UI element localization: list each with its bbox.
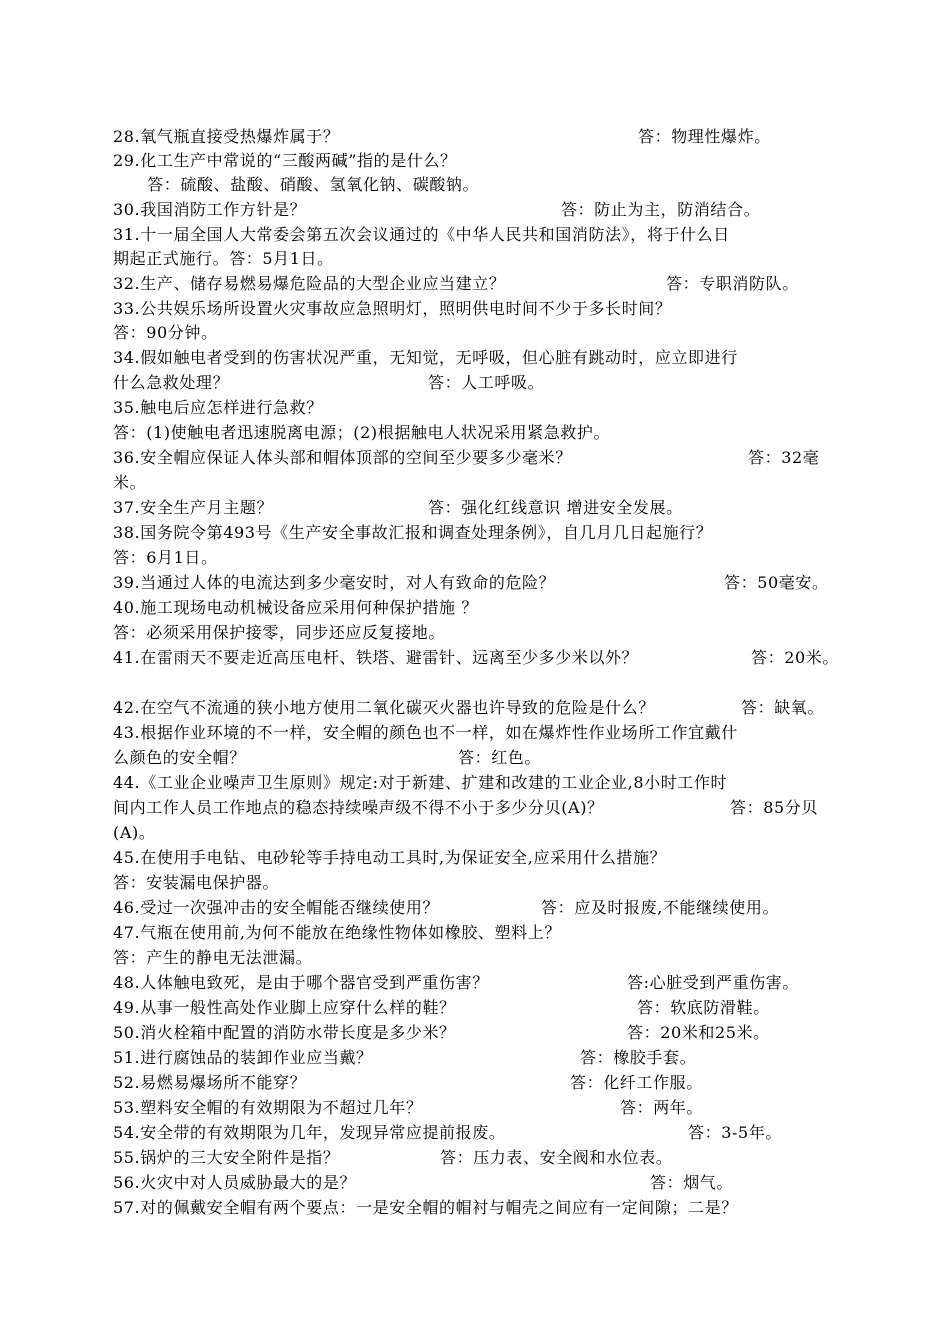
q57: 57.对的佩戴安全帽有两个要点：一是安全帽的帽衬与帽壳之间应有一定间隙；二是？ <box>113 1198 738 1217</box>
q40: 40.施工现场电动机械设备应采用何种保护措施 ？ <box>113 598 478 617</box>
q35-answer: 答：(1)使触电者迅速脱离电源；(2)根据触电人状况采用紧急救护。 <box>113 423 611 442</box>
q50: 50.消火栓箱中配置的消防水带长度是多少米？ <box>113 1023 456 1042</box>
q44-line1: 44.《工业企业噪声卫生原则》规定:对于新建、扩建和改建的工业企业,8小时工作时 <box>113 773 728 792</box>
q54: 54.安全带的有效期限为几年，发现异常应提前报废。 <box>113 1123 506 1142</box>
q31-line2: 期起正式施行。答：5月1日。 <box>113 249 334 268</box>
q29-answer: 答：硫酸、盐酸、硝酸、氢氧化钠、碳酸钠。 <box>113 175 480 194</box>
q52-answer: 答：化纤工作服。 <box>570 1073 703 1092</box>
q48-answer: 答:心脏受到严重伤害。 <box>627 973 799 992</box>
q37: 37.安全生产月主题？ <box>113 498 274 517</box>
q33-answer: 答：90分钟。 <box>113 323 218 342</box>
q52: 52.易燃易爆场所不能穿？ <box>113 1073 307 1092</box>
q30: 30.我国消防工作方针是？ <box>113 200 307 219</box>
q32-answer: 答：专职消防队。 <box>666 274 799 293</box>
q51: 51.进行腐蚀品的装卸作业应当戴？ <box>113 1048 373 1067</box>
q47-answer: 答：产生的静电无法泄漏。 <box>113 948 313 967</box>
q48: 48.人体触电致死，是由于哪个器官受到严重伤害？ <box>113 973 489 992</box>
q55-answer: 答：压力表、安全阀和水位表。 <box>440 1148 673 1167</box>
q29: 29.化工生产中常说的“三酸两碱”指的是什么？ <box>113 151 457 170</box>
q53: 53.塑料安全帽的有效期限为不超过几年？ <box>113 1098 423 1117</box>
q56-answer: 答：烟气。 <box>650 1173 734 1192</box>
q45-answer: 答：安装漏电保护器。 <box>113 873 280 892</box>
q33: 33.公共娱乐场所设置火灾事故应急照明灯，照明供电时间不少于多长时间？ <box>113 299 672 318</box>
q38: 38.国务院令第493号《生产安全事故汇报和调查处理条例》，自几月几日起施行？ <box>113 523 713 542</box>
q50-answer: 答：20米和25米。 <box>627 1023 770 1042</box>
q28: 28.氧气瓶直接受热爆炸属于？ <box>113 127 340 146</box>
q41-answer: 答：20米。 <box>751 648 839 667</box>
q38-answer: 答：6月1日。 <box>113 548 218 567</box>
q42: 42.在空气不流通的狭小地方使用二氧化碳灭火器也许导致的危险是什么？ <box>113 698 655 717</box>
q44-answer-cont: (A)。 <box>113 823 156 842</box>
q55: 55.锅炉的三大安全附件是指？ <box>113 1148 340 1167</box>
q51-answer: 答：橡胶手套。 <box>580 1048 697 1067</box>
q36-answer-cont: 米。 <box>113 473 147 492</box>
q37-answer: 答：强化红线意识 增进安全发展。 <box>428 498 683 517</box>
q34-answer: 答：人工呼吸。 <box>428 373 545 392</box>
q43-line1: 43.根据作业环境的不一样，安全帽的颜色也不一样，如在爆炸性作业场所工作宜戴什 <box>113 723 738 742</box>
q39: 39.当通过人体的电流达到多少毫安时，对人有致命的危险？ <box>113 573 556 592</box>
q53-answer: 答：两年。 <box>620 1098 704 1117</box>
q45: 45.在使用手电钻、电砂轮等手持电动工具时,为保证安全,应采用什么措施？ <box>113 848 667 867</box>
q34-line2: 什么急救处理？ <box>113 373 230 392</box>
q49: 49.从事一般性高处作业脚上应穿什么样的鞋？ <box>113 998 456 1017</box>
q54-answer: 答：3-5年。 <box>688 1123 782 1142</box>
q56: 56.火灾中对人员威胁最大的是？ <box>113 1173 357 1192</box>
q44-answer: 答：85分贝 <box>730 798 818 817</box>
q40-answer: 答：必须采用保护接零，同步还应反复接地。 <box>113 623 446 642</box>
q49-answer: 答：软底防滑鞋。 <box>637 998 770 1017</box>
q43-line2: 么颜色的安全帽？ <box>113 748 246 767</box>
q42-answer: 答：缺氧。 <box>741 698 825 717</box>
q35: 35.触电后应怎样进行急救？ <box>113 398 323 417</box>
q34-line1: 34.假如触电者受到的伤害状况严重，无知觉，无呼吸，但心脏有跳动时，应立即进行 <box>113 348 738 367</box>
q36: 36.安全帽应保证人体头部和帽体顶部的空间至少要多少毫米？ <box>113 448 572 467</box>
q28-answer: 答：物理性爆炸。 <box>638 127 771 146</box>
q32: 32.生产、储存易燃易爆危险品的大型企业应当建立？ <box>113 274 506 293</box>
q44-line2: 间内工作人员工作地点的稳态持续噪声级不得不小于多少分贝(A)？ <box>113 798 604 817</box>
q47: 47.气瓶在使用前,为何不能放在绝缘性物体如橡胶、塑料上？ <box>113 923 561 942</box>
q43-answer: 答：红色。 <box>458 748 542 767</box>
q46: 46.受过一次强冲击的安全帽能否继续使用？ <box>113 898 440 917</box>
q41: 41.在雷雨天不要走近高压电杆、铁塔、避雷针、远离至少多少米以外？ <box>113 648 639 667</box>
q46-answer: 答：应及时报废,不能继续使用。 <box>541 898 780 917</box>
q30-answer: 答：防止为主，防消结合。 <box>561 200 761 219</box>
q36-answer: 答：32毫 <box>748 448 820 467</box>
q31-line1: 31.十一届全国人大常委会第五次会议通过的《中华人民共和国消防法》，将于什么日 <box>113 225 730 244</box>
q39-answer: 答：50毫安。 <box>724 573 829 592</box>
